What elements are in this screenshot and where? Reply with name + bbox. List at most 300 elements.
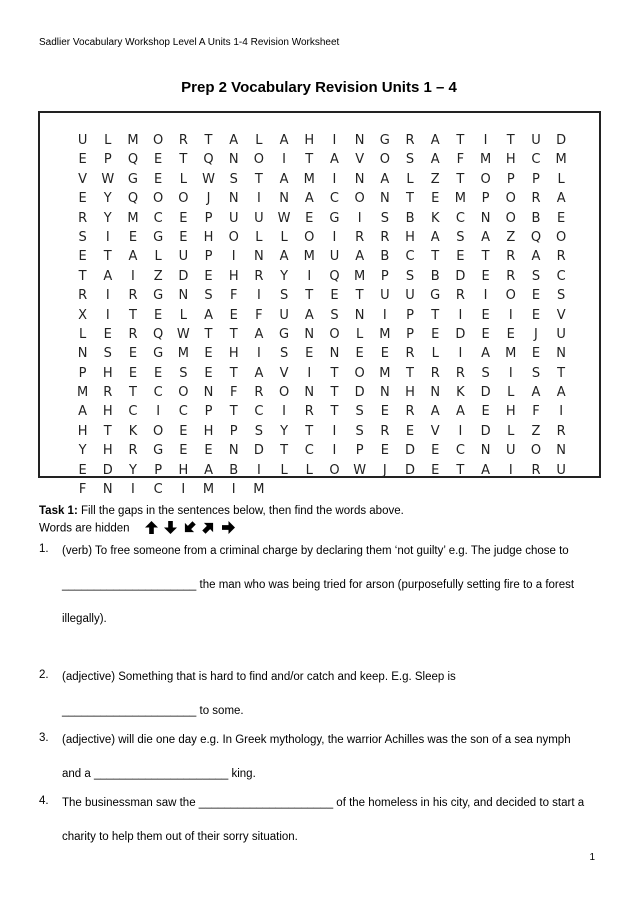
grid-letter: U xyxy=(329,249,340,265)
grid-letter: T xyxy=(330,365,339,381)
grid-letter: L xyxy=(255,133,263,148)
grid-letter: D xyxy=(102,462,113,478)
grid-letter: E xyxy=(405,423,415,439)
grid-letter: N xyxy=(556,443,567,459)
grid-letter: U xyxy=(531,133,541,148)
grid-letter: F xyxy=(532,404,540,420)
grid-letter: T xyxy=(103,423,112,439)
grid-letter: E xyxy=(531,288,541,304)
grid-letter: M xyxy=(127,133,139,148)
grid-letter: N xyxy=(304,326,315,342)
grid-letter: R xyxy=(405,133,415,148)
grid-letter: C xyxy=(153,210,163,226)
grid-letter: S xyxy=(531,268,541,284)
grid-letter: R xyxy=(506,268,516,284)
grid-letter: T xyxy=(305,152,314,168)
grid-letter: T xyxy=(229,365,238,381)
grid-letter: R xyxy=(128,288,138,304)
grid-letter: C xyxy=(254,404,264,420)
down-left-arrow-icon xyxy=(183,521,196,534)
grid-letter: H xyxy=(228,346,239,362)
grid-letter: E xyxy=(431,191,440,207)
grid-letter: O xyxy=(505,210,516,226)
grid-letter: Z xyxy=(531,423,541,439)
grid-letter: I xyxy=(131,482,135,498)
grid-letter: I xyxy=(256,191,261,207)
grid-letter: S xyxy=(204,288,213,304)
grid-letter: M xyxy=(177,346,189,362)
grid-letter: M xyxy=(505,346,517,362)
grid-letter: O xyxy=(153,423,164,439)
grid-letter: A xyxy=(556,191,566,207)
grid-letter: N xyxy=(102,482,113,498)
question-text: and a _____________________ king. xyxy=(62,768,256,780)
grid-letter: G xyxy=(153,346,164,362)
grid-letter: C xyxy=(153,482,163,498)
grid-letter: E xyxy=(154,152,163,168)
grid-letter: E xyxy=(456,249,465,265)
grid-letter: E xyxy=(355,346,364,362)
grid-letter: A xyxy=(481,346,491,362)
grid-letter: H xyxy=(102,443,113,459)
grid-letter: E xyxy=(305,346,314,362)
grid-letter: R xyxy=(430,365,440,381)
grid-letter: G xyxy=(379,133,390,148)
grid-letter: P xyxy=(154,462,163,478)
grid-letter: G xyxy=(430,288,441,304)
grid-letter: B xyxy=(380,249,390,265)
grid-letter: E xyxy=(154,365,163,381)
grid-letter: R xyxy=(78,288,88,304)
task-instruction-text: Fill the gaps in the sentences below, then find the words above. xyxy=(77,505,404,517)
grid-letter: R xyxy=(254,385,264,401)
grid-letter: T xyxy=(355,288,364,304)
grid-letter: L xyxy=(356,326,364,342)
grid-letter: O xyxy=(153,133,164,148)
grid-letter: E xyxy=(128,229,138,245)
grid-letter: G xyxy=(153,229,164,245)
grid-letter: S xyxy=(279,288,289,304)
grid-letter: O xyxy=(178,191,189,207)
grid-letter: T xyxy=(305,423,314,439)
grid-letter: O xyxy=(228,229,239,245)
grid-letter: U xyxy=(178,249,189,265)
grid-letter: A xyxy=(304,191,314,207)
grid-letter: L xyxy=(280,229,288,245)
grid-letter: D xyxy=(556,133,567,148)
down-arrow-icon xyxy=(164,521,177,534)
grid-letter: O xyxy=(329,462,340,478)
grid-letter: D xyxy=(480,385,491,401)
grid-letter: E xyxy=(380,404,389,420)
grid-letter: S xyxy=(254,423,264,439)
grid-letter: A xyxy=(330,152,339,168)
grid-letter: A xyxy=(556,385,566,401)
grid-letter: I xyxy=(231,249,236,265)
grid-letter: E xyxy=(78,462,87,478)
grid-letter: O xyxy=(153,191,164,207)
hidden-directions-label: Words are hidden xyxy=(39,522,130,535)
grid-letter: A xyxy=(78,404,88,420)
grid-letter: N xyxy=(354,307,365,323)
grid-letter: G xyxy=(329,210,340,226)
grid-letter: H xyxy=(203,229,214,245)
grid-letter: Y xyxy=(103,210,112,226)
grid-letter: N xyxy=(329,346,340,362)
grid-letter: M xyxy=(555,152,567,168)
grid-letter: O xyxy=(530,443,542,459)
grid-letter: M xyxy=(127,210,139,226)
grid-letter: M xyxy=(379,365,391,381)
grid-letter: Y xyxy=(78,443,87,459)
grid-letter: O xyxy=(278,385,290,401)
grid-letter: A xyxy=(304,307,314,323)
question-text: charity to help them out of their sorry situation. xyxy=(62,831,298,843)
grid-letter: M xyxy=(479,152,492,168)
grid-letter: I xyxy=(105,307,110,323)
grid-letter: O xyxy=(354,191,365,207)
grid-letter: I xyxy=(282,404,287,420)
grid-letter: P xyxy=(204,210,213,226)
grid-letter: N xyxy=(228,191,239,207)
grid-letter: I xyxy=(382,307,387,323)
grid-letter: L xyxy=(78,326,87,342)
grid-letter: Q xyxy=(329,268,340,284)
grid-letter: W xyxy=(101,171,115,187)
grid-letter: U xyxy=(405,288,415,304)
grid-letter: P xyxy=(406,326,414,342)
grid-letter: S xyxy=(405,152,415,168)
grid-letter: R xyxy=(128,443,138,459)
grid-letter: E xyxy=(506,326,515,342)
grid-letter: L xyxy=(305,462,313,478)
grid-letter: U xyxy=(380,288,390,304)
grid-letter: L xyxy=(507,385,515,401)
grid-letter: P xyxy=(229,423,238,439)
grid-letter: J xyxy=(534,326,538,342)
grid-letter: I xyxy=(483,133,488,148)
grid-letter: M xyxy=(303,249,315,265)
grid-letter: E xyxy=(204,268,213,284)
grid-letter: N xyxy=(228,152,239,168)
grid-letter: S xyxy=(481,365,490,381)
grid-letter: R xyxy=(355,229,365,245)
grid-letter: I xyxy=(458,307,463,323)
grid-letter: T xyxy=(431,249,440,265)
grid-letter: T xyxy=(204,326,213,342)
grid-letter: P xyxy=(103,152,112,168)
word-search-box xyxy=(38,111,601,498)
grid-letter: S xyxy=(330,307,339,323)
grid-letter: I xyxy=(131,268,135,284)
grid-letter: S xyxy=(229,171,238,187)
grid-letter: T xyxy=(229,404,238,420)
grid-letter: E xyxy=(531,346,541,362)
question-item xyxy=(39,669,599,732)
grid-letter: G xyxy=(279,326,290,342)
grid-letter: L xyxy=(179,307,187,323)
grid-letter: E xyxy=(179,443,188,459)
grid-letter: I xyxy=(105,288,110,304)
grid-letter: V xyxy=(355,152,365,168)
grid-letter: Y xyxy=(280,423,289,439)
grid-letter: I xyxy=(559,404,564,420)
grid-letter: T xyxy=(128,307,137,323)
grid-letter: A xyxy=(380,171,390,187)
grid-letter: Z xyxy=(430,171,440,187)
grid-letter: S xyxy=(380,210,389,226)
grid-letter: O xyxy=(178,385,189,401)
grid-letter: K xyxy=(456,385,465,401)
question-text: (verb) To free someone from a criminal charge by declaring them ‘not guilty’ e.g. The judge chose to xyxy=(62,545,569,557)
grid-letter: M xyxy=(379,326,391,342)
grid-letter: D xyxy=(405,443,416,459)
grid-letter: R xyxy=(405,346,415,362)
grid-letter: H xyxy=(102,365,113,381)
grid-letter: U xyxy=(556,326,566,342)
grid-letter: E xyxy=(179,423,188,439)
grid-letter: V xyxy=(78,171,88,187)
grid-letter: E xyxy=(380,443,389,459)
grid-letter: T xyxy=(229,326,238,342)
grid-letter: I xyxy=(332,229,337,245)
grid-letter: N xyxy=(354,133,365,148)
grid-letter: R xyxy=(531,191,541,207)
grid-letter: Q xyxy=(203,152,214,168)
grid-letter: U xyxy=(254,210,264,226)
grid-letter: O xyxy=(354,365,365,381)
question-text: _____________________ to some. xyxy=(62,705,244,717)
grid-letter: P xyxy=(532,171,540,187)
grid-letter: R xyxy=(78,210,88,226)
grid-letter: L xyxy=(507,423,515,439)
grid-letter: E xyxy=(103,326,112,342)
grid-letter: N xyxy=(77,346,88,362)
grid-letter: N xyxy=(228,443,239,459)
grid-letter: S xyxy=(179,365,188,381)
grid-letter: E xyxy=(380,346,389,362)
question-text: illegally). xyxy=(62,613,107,625)
grid-letter: R xyxy=(128,326,138,342)
grid-letter: S xyxy=(103,346,112,362)
grid-letter: F xyxy=(255,307,263,323)
grid-letter: R xyxy=(531,462,541,478)
grid-letter: A xyxy=(254,365,264,381)
grid-letter: W xyxy=(353,462,367,478)
grid-letter: X xyxy=(78,307,88,323)
grid-letter: G xyxy=(153,288,164,304)
grid-letter: R xyxy=(405,404,415,420)
grid-letter: A xyxy=(355,249,365,265)
grid-letter: D xyxy=(178,268,189,284)
grid-letter: T xyxy=(557,365,566,381)
grid-letter: B xyxy=(430,268,440,284)
grid-letter: T xyxy=(179,152,188,168)
grid-letter: I xyxy=(156,404,161,420)
grid-letter: E xyxy=(78,152,87,168)
grid-letter: I xyxy=(105,229,110,245)
grid-letter: J xyxy=(206,191,211,207)
grid-letter: I xyxy=(458,346,463,362)
grid-letter: E xyxy=(78,249,87,265)
grid-letter: S xyxy=(557,288,566,304)
grid-letter: R xyxy=(304,404,314,420)
grid-letter: S xyxy=(405,268,415,284)
grid-letter: R xyxy=(506,249,516,265)
grid-letter: I xyxy=(508,307,513,323)
grid-letter: C xyxy=(128,404,138,420)
grid-letter: E xyxy=(179,229,188,245)
grid-letter: H xyxy=(505,404,516,420)
grid-letter: A xyxy=(103,268,113,284)
grid-letter: N xyxy=(178,288,189,304)
grid-letter: P xyxy=(204,249,213,265)
grid-letter: I xyxy=(332,443,337,459)
grid-letter: G xyxy=(153,443,164,459)
grid-letter: I xyxy=(282,152,287,168)
grid-letter: M xyxy=(76,385,89,401)
grid-letter: A xyxy=(430,133,440,148)
grid-letter: I xyxy=(332,171,337,187)
grid-letter: O xyxy=(505,191,516,207)
grid-letter: N xyxy=(203,385,214,401)
grid-letter: C xyxy=(178,404,188,420)
grid-letter: O xyxy=(480,171,491,187)
grid-letter: N xyxy=(480,443,491,459)
right-arrow-icon xyxy=(222,521,235,534)
grid-letter: H xyxy=(405,229,415,245)
grid-letter: Q xyxy=(127,152,139,168)
grid-letter: L xyxy=(179,171,187,187)
task-label: Task 1: xyxy=(39,505,78,517)
grid-letter: I xyxy=(256,462,261,478)
grid-letter: S xyxy=(279,346,289,362)
grid-letter: A xyxy=(481,462,491,478)
grid-letter: T xyxy=(280,443,289,459)
grid-letter: E xyxy=(557,210,566,226)
grid-letter: T xyxy=(456,133,465,148)
grid-letter: E xyxy=(481,268,490,284)
grid-letter: R xyxy=(556,423,566,439)
grid-letter: T xyxy=(431,307,440,323)
grid-letter: R xyxy=(178,133,188,148)
grid-letter: U xyxy=(77,133,88,148)
grid-letter: V xyxy=(279,365,289,381)
grid-letter: F xyxy=(78,482,87,498)
grid-letter: Y xyxy=(128,462,137,478)
grid-letter: N xyxy=(379,385,390,401)
grid-letter: J xyxy=(382,462,387,478)
grid-letter: O xyxy=(505,288,516,304)
grid-letter: C xyxy=(455,210,465,226)
grid-letter: L xyxy=(557,171,565,187)
grid-letter: N xyxy=(430,385,441,401)
grid-letter: T xyxy=(330,404,339,420)
question-text: (adjective) will die one day e.g. In Greek mythology, the warrior Achilles was the son of a sea nymph xyxy=(62,734,571,746)
grid-letter: E xyxy=(128,365,138,381)
grid-letter: G xyxy=(127,171,138,187)
grid-letter: A xyxy=(204,462,213,478)
grid-letter: M xyxy=(202,482,215,498)
grid-letter: D xyxy=(354,385,365,401)
grid-letter: Z xyxy=(506,229,516,245)
grid-letter: E xyxy=(128,346,138,362)
grid-letter: S xyxy=(355,404,364,420)
grid-letter: M xyxy=(303,171,315,187)
grid-letter: E xyxy=(431,462,440,478)
grid-letter: R xyxy=(455,288,465,304)
grid-letter: E xyxy=(481,326,490,342)
grid-letter: H xyxy=(102,404,113,420)
grid-letter: I xyxy=(332,133,337,148)
grid-letter: S xyxy=(78,229,87,245)
word-search-grid xyxy=(70,131,574,499)
grid-letter: I xyxy=(508,365,513,381)
grid-letter: L xyxy=(104,133,112,148)
grid-letter: D xyxy=(480,423,491,439)
grid-letter: I xyxy=(357,210,362,226)
grid-letter: I xyxy=(508,462,513,478)
grid-letter: V xyxy=(430,423,440,439)
question-text: (adjective) Something that is hard to find and/or catch and keep. E.g. Sleep is xyxy=(62,671,456,683)
grid-letter: A xyxy=(279,133,289,148)
grid-letter: O xyxy=(253,152,265,168)
grid-letter: N xyxy=(254,249,264,265)
grid-letter: Q xyxy=(153,326,164,342)
grid-letter: T xyxy=(506,133,515,148)
grid-letter: A xyxy=(531,385,541,401)
grid-letter: E xyxy=(154,307,163,323)
grid-letter: P xyxy=(406,307,414,323)
grid-letter: H xyxy=(505,152,516,168)
grid-letter: A xyxy=(531,249,541,265)
question-number: 4. xyxy=(39,795,49,807)
question-item xyxy=(39,795,599,845)
grid-letter: O xyxy=(556,229,567,245)
question-item xyxy=(39,732,599,795)
grid-letter: A xyxy=(430,152,440,168)
grid-letter: T xyxy=(330,385,339,401)
grid-letter: F xyxy=(229,385,238,401)
grid-letter: Z xyxy=(153,268,163,284)
grid-letter: O xyxy=(329,326,340,342)
grid-letter: I xyxy=(483,288,488,304)
grid-letter: D xyxy=(405,462,416,478)
grid-letter: E xyxy=(305,210,314,226)
grid-letter: H xyxy=(304,133,315,148)
grid-letter: E xyxy=(179,210,188,226)
grid-letter: M xyxy=(454,191,467,207)
grid-letter: T xyxy=(481,249,490,265)
question-text: The businessman saw the _____________________ of the homeless in his city, and decided to start a xyxy=(62,797,585,809)
grid-letter: C xyxy=(556,268,566,284)
grid-letter: T xyxy=(406,365,414,381)
grid-letter: A xyxy=(430,229,440,245)
grid-letter: C xyxy=(405,249,415,265)
question-number: 3. xyxy=(39,732,49,744)
grid-letter: N xyxy=(480,210,491,226)
grid-letter: A xyxy=(279,249,289,265)
grid-letter: Q xyxy=(530,229,542,245)
grid-letter: O xyxy=(379,152,390,168)
question-list xyxy=(39,543,599,845)
grid-letter: U xyxy=(506,443,516,459)
grid-letter: I xyxy=(332,423,337,439)
grid-letter: E xyxy=(229,307,238,323)
grid-letter: S xyxy=(456,229,465,245)
grid-letter: Y xyxy=(280,268,289,284)
grid-letter: T xyxy=(128,385,137,401)
